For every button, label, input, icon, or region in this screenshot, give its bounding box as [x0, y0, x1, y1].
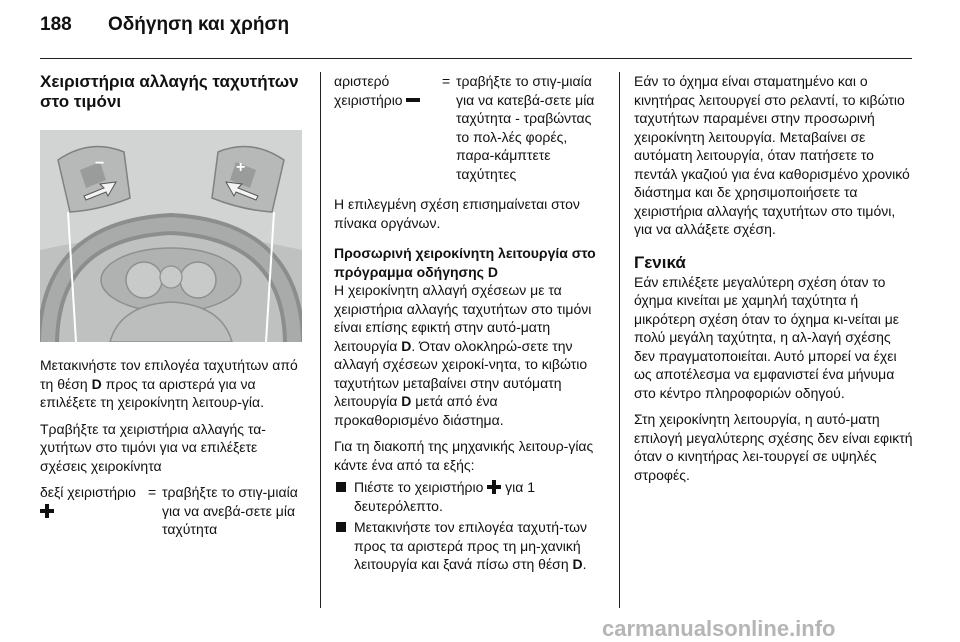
bullet-square-icon [336, 482, 346, 492]
header-divider [40, 58, 912, 59]
paragraph-general-2: Στη χειροκίνητη λειτουργία, η αυτό-ματη επιλογή μεγαλύτερης σχέσης δεν είναι εφικτή όταν ο κινητήρας λει-τουργεί σε υψηλές στροφές. [634, 411, 913, 483]
paddle-shifter-illustration [40, 130, 302, 342]
plus-icon [40, 504, 54, 518]
watermark-text: carmanualsonline.info [602, 616, 836, 641]
paragraph-stop-manual: Για τη διακοπή της μηχανικής λειτουρ-γίας κάντε ένα από τα εξής: [334, 438, 594, 473]
definition-left-paddle [334, 72, 602, 183]
temporary-manual-heading: Προσωρινή χειροκίνητη λειτουργία στο πρόγραμμα οδήγησης D [334, 245, 596, 280]
bullet-list [334, 478, 602, 574]
column-1 [40, 72, 305, 539]
definition-description: τραβήξτε το στιγ-μιαία για να ανεβά-σετε μία ταχύτητα [162, 484, 298, 537]
column-divider [320, 72, 321, 608]
definition-description: τραβήξτε το στιγ-μιαία για να κατεβά-σετε μία ταχύτητα - τραβώντας το πολ-λές φορές, παρα-κάμπτετε ταχύτητες [456, 73, 595, 182]
paragraph-temporary-manual: Η χειροκίνητη αλλαγή σχέσεων με τα χειριστήρια αλλαγής ταχυτήτων στο τιμόνι είναι επίσης εφικτή στην αυτό-ματη λειτουργία D. Όταν ολοκληρώ-σετε την αλλαγή σχέσεων χειροκί-νητα, το κιβώτιο ταχυτήτων μεταβαίνει στην αυτόματη λειτουργία D μετά από ένα προκαθορισμένο διάστημα. [334, 282, 592, 428]
steering-wheel-image [40, 130, 302, 342]
general-heading: Γενικά [634, 252, 686, 272]
paragraph-pull-paddles: Τραβήξτε τα χειριστήρια αλλαγής τα-χυτήτων στο τιμόνι για να επιλέξετε σχέσεις χειροκίνητα [40, 420, 266, 474]
left-paddle-label: − [95, 155, 105, 172]
paragraph-idle-behavior: Εάν το όχημα είναι σταματημένο και ο κινητήρας λειτουργεί στο ρελαντί, το κιβώτιο ταχυτήτων παραμένει στην προσωρινή χειροκίνητη λειτουργία. Μεταβαίνει σε αυτόματη λειτουργία, όταν πατήσετε το πεντάλ γκαζιού για ένα καθορισμένο χρονικό διάστημα και δε χρησιμοποιήσετε τα χειριστήρια αλλαγής ταχυτήτων στο τιμόνι, για να αλλάξετε σχέση. [634, 73, 910, 237]
right-paddle-label: + [236, 159, 246, 176]
paragraph-select-manual: Μετακινήστε τον επιλογέα ταχυτήτων από τη θέση D προς τα αριστερά για να επιλέξετε τη χειροκίνητη λειτουρ-γία. [40, 357, 298, 410]
definition-term: αριστερό χειριστήριο [334, 72, 442, 183]
minus-icon [406, 98, 420, 102]
definition-right-paddle [40, 483, 305, 539]
page-title: Οδήγηση και χρήση [108, 14, 290, 35]
section-title: Χειριστήρια αλλαγής ταχυτήτων στο τιμόνι [40, 72, 299, 111]
paragraph-general-1: Εάν επιλέξετε μεγαλύτερη σχέση όταν το όχημα κινείται με χαμηλή ταχύτητα ή μικρότερη σχέση όταν το όχημα κι-νείται με πολύ μεγάλη ταχύτητα, η αλ-λαγή σχέσης δεν πραγματοποιείται. Αυτό μπορεί να έχει ως αποτέλεσμα να εμφανιστεί ένα μήνυμα στο κέντρο πληροφοριών οδηγού. [634, 273, 900, 401]
list-item: Πιέστε το χειριστήριο για 1 δευτερόλεπτο. [334, 478, 602, 515]
page-number: 188 [40, 14, 72, 35]
paragraph-gear-display: Η επιλεγμένη σχέση επισημαίνεται στον πίνακα οργάνων. [334, 196, 580, 231]
column-3 [634, 72, 914, 484]
column-divider [619, 72, 620, 608]
definition-equals: = [442, 73, 451, 89]
plus-icon [487, 480, 501, 494]
definition-term: δεξί χειριστήριο [40, 483, 148, 539]
definition-equals: = [148, 484, 157, 500]
bullet-square-icon [336, 522, 346, 532]
list-item: Μετακινήστε τον επιλογέα ταχυτή-των προς τα αριστερά προς τη μη-χανική λειτουργία και ξανά πίσω στη θέση D. [334, 518, 602, 574]
column-2 [334, 72, 602, 574]
page-header [40, 14, 920, 50]
